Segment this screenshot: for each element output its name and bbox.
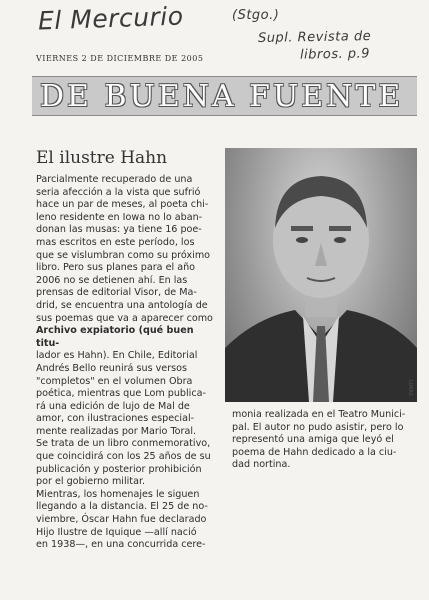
article-line: que coincidirá con los 25 años de su xyxy=(36,451,211,463)
article-line: viembre, Óscar Hahn fue declarado xyxy=(36,514,207,526)
handwritten-supplement-line2: libros. p.9 xyxy=(299,46,371,63)
section-name: DE BUENA FUENTE xyxy=(40,79,404,114)
article-line: mas escritos en este período, los xyxy=(36,236,195,248)
article-line: pal. El autor no pudo asistir, pero lo xyxy=(232,421,404,433)
article-line: poética, mientras que Lom publica- xyxy=(36,388,206,400)
article-line: Hijo Ilustre de Iquique —allí nació xyxy=(36,526,197,538)
article-line: drid, se encuentra una antología de xyxy=(36,299,208,311)
handwritten-region: (Stgo.) xyxy=(232,8,280,23)
article-line: lador es Hahn). En Chile, Editorial xyxy=(36,350,198,362)
article-line: Parcialmente recuperado de una xyxy=(36,174,193,185)
author-portrait-photo xyxy=(225,148,417,402)
article-line: llegando a la distancia. El 25 de no- xyxy=(36,501,208,513)
article-line: poema de Hahn dedicado a la ciu- xyxy=(232,446,397,458)
article-line: leno residente en Iowa no lo aban- xyxy=(36,211,203,223)
article-line: 2006 no se detienen ahí. En las xyxy=(36,274,188,286)
article-column-2 xyxy=(232,409,418,472)
section-masthead xyxy=(32,76,417,116)
article-line: donan las musas: ya tiene 16 poe- xyxy=(36,224,202,236)
photo-credit: LUKAS xyxy=(407,380,413,396)
article-line: hace un par de meses, al poeta chi- xyxy=(36,199,209,211)
article-line: amor, con ilustraciones especial- xyxy=(36,413,195,425)
article-line: por el gobierno militar. xyxy=(36,476,146,488)
article-line: seria afección a la vista que sufrió xyxy=(36,186,201,198)
article-line: mente realizadas por Mario Toral. xyxy=(36,425,197,437)
article-line: libro. Pero sus planes para el año xyxy=(36,262,196,274)
article-line: dad nortina. xyxy=(232,459,291,471)
article-line: rá una edición de lujo de Mal de xyxy=(36,400,190,412)
article-title: El ilustre Hahn xyxy=(36,148,168,168)
article-line: Archivo expiatorio (qué buen titu- xyxy=(36,325,194,349)
handwritten-source: El Mercurio xyxy=(37,1,184,36)
portrait-illustration xyxy=(225,148,417,402)
handwritten-supplement-line1: Supl. Revista de xyxy=(257,29,372,46)
article-line: prensas de editorial Visor, de Ma- xyxy=(36,287,197,299)
issue-date: VIERNES 2 DE DICIEMBRE DE 2005 xyxy=(36,54,204,63)
article-line: que se vislumbran como su próximo xyxy=(36,249,211,261)
article-line: publicación y posterior prohibición xyxy=(36,463,202,475)
article-line: Mientras, los homenajes le siguen xyxy=(36,488,200,500)
article-line: Andrés Bello reunirá sus versos xyxy=(36,362,188,374)
article-line: sus poemas que va a aparecer como xyxy=(36,312,213,324)
article-line: Se trata de un libro conmemorativo, xyxy=(36,438,211,450)
article-line: "completos" en el volumen Obra xyxy=(36,375,193,387)
article-column-1 xyxy=(36,174,216,552)
article-line: en 1938—, en una concurrida cere- xyxy=(36,539,206,551)
article-line: representó una amiga que leyó el xyxy=(232,434,394,446)
article-line: monia realizada en el Teatro Munici- xyxy=(232,409,406,420)
